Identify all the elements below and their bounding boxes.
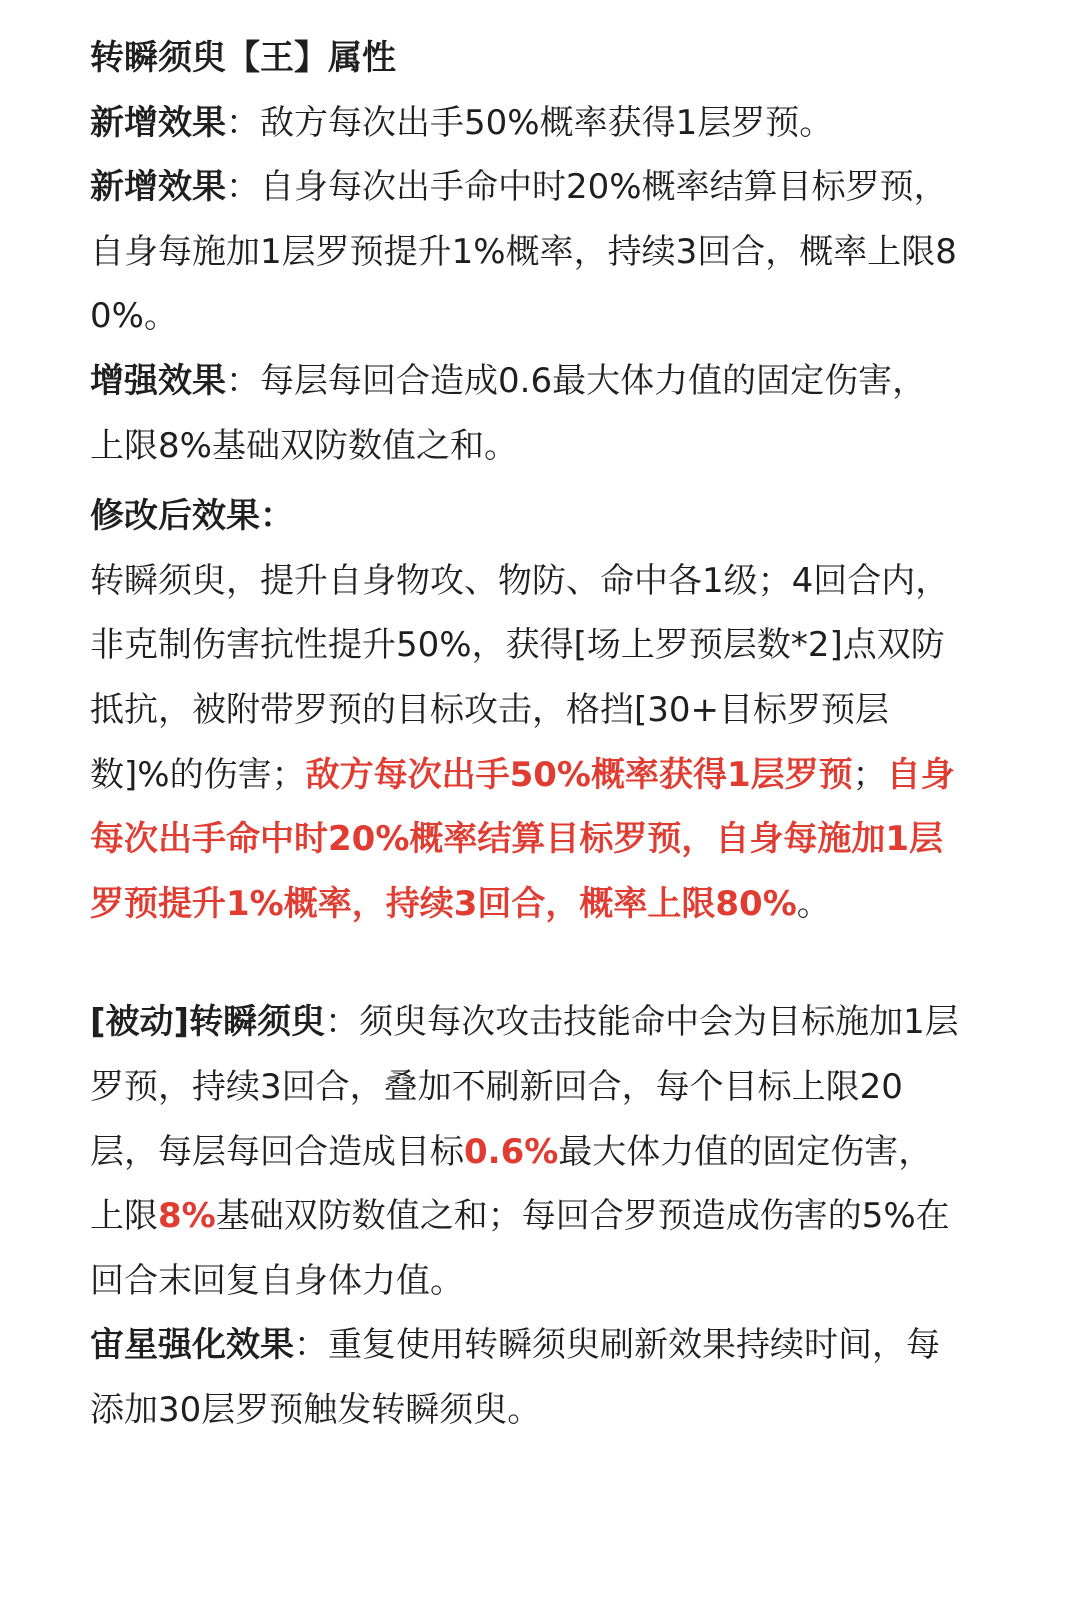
effect-text: ：每层每回合造成0.6最大体力值的固定伤害，上限8%基础双防数值之和。	[90, 360, 927, 466]
effect-text: ：敌方每次出手50%概率获得1层罗预。	[226, 102, 834, 143]
effect-label: 增强效果	[90, 360, 226, 401]
cosmic-effect	[90, 1313, 960, 1442]
effect-item-1	[90, 91, 960, 156]
passive-text-a: ：须臾每次攻击技能命中会为目标施加1层罗预，持续3回合，叠加不刷新回合，每个目标上限20层，每层每回合造成目标	[90, 1002, 959, 1172]
document-title: 转瞬须臾【王】属性	[90, 38, 396, 78]
modified-effect	[90, 549, 960, 937]
modified-heading: 修改后效果：	[90, 496, 294, 537]
modified-highlight-1: 敌方每次出手50%概率获得1层罗预	[305, 754, 853, 795]
passive-highlight-a: 0.6%	[464, 1131, 559, 1172]
effect-label: 新增效果	[90, 102, 226, 143]
passive-highlight-b: 8%	[158, 1196, 216, 1237]
cosmic-label: 宙星强化效果	[90, 1325, 294, 1366]
modified-highlight-2: 自身每次出手命中时20%概率结算目标罗预，自身每施加1层罗预提升1%概率，持续3回合，概率上限80%	[90, 754, 955, 924]
cosmic-text: ：重复使用转瞬须臾刷新效果持续时间，每添加30层罗预触发转瞬须臾。	[90, 1325, 940, 1430]
modified-text: 转瞬须臾，提升自身物攻、物防、命中各1级；4回合内，非克制伤害抗性提升50%，获得[场上罗预层数*2]点双防抵抗，被附带罗预的目标攻击，格挡[30+目标罗预层数]%的伤害；	[90, 560, 950, 795]
passive-effect	[90, 990, 960, 1313]
section-gap	[90, 936, 960, 990]
passive-label: [被动]转瞬须臾	[90, 1002, 326, 1043]
passive-text-c: 基础双防数值之和；每回合罗预造成伤害的5%在回合末回复自身体力值。	[90, 1196, 950, 1301]
effect-text: ：自身每次出手命中时20%概率结算目标罗预，自身每施加1层罗预提升1%概率，持续3回合，概率上限80%。	[90, 167, 957, 337]
modified-end: 。	[796, 883, 831, 924]
effect-item-3	[90, 349, 960, 478]
modified-separator: ；	[852, 754, 887, 795]
effect-item-2	[90, 155, 960, 349]
effect-label: 新增效果	[90, 167, 226, 208]
passive-text-b: 最大体力值的固定伤害，上限	[90, 1131, 933, 1237]
